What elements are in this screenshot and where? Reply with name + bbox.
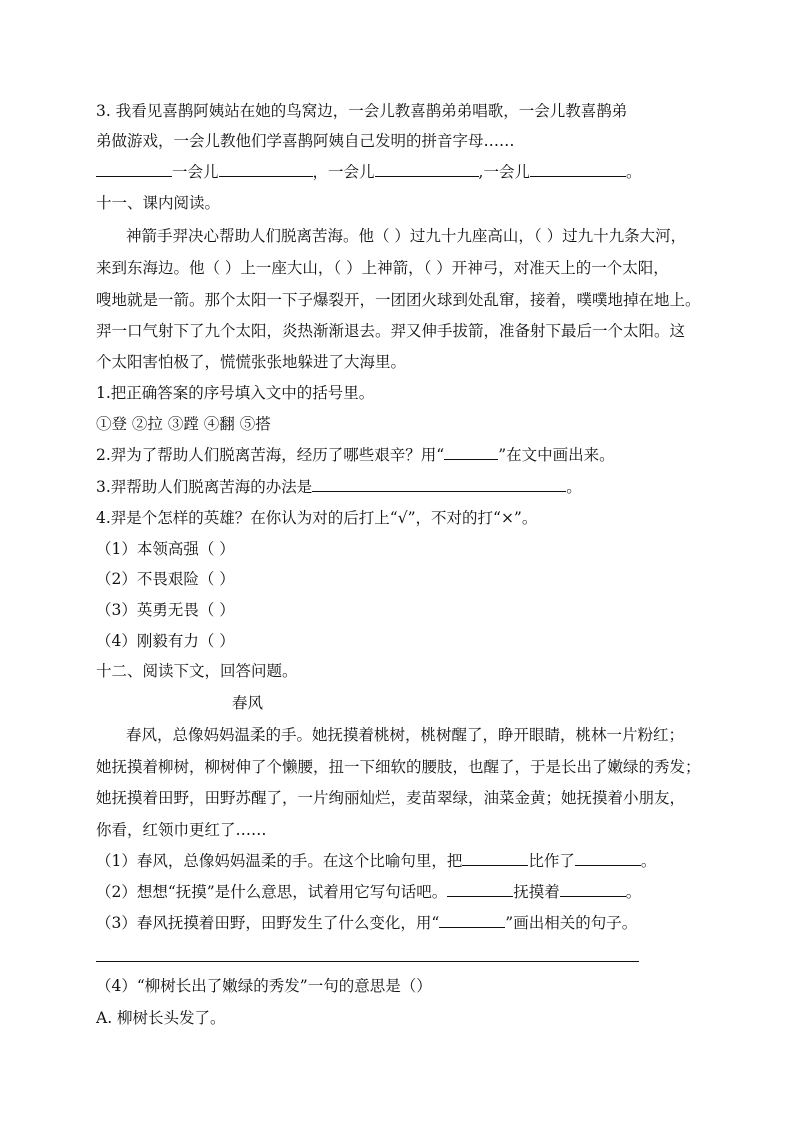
section11-passage-line-4: 羿一口气射下了九个太阳，炎热渐渐退去。羿又伸手拔箭，准备射下最后一个太阳。这 [96, 322, 686, 340]
section11-options: ①登 ②拉 ③蹚 ④翻 ⑤搭 [96, 415, 271, 433]
q3-fill-b: ，一会儿 [312, 163, 375, 181]
section12-q2-blank-1[interactable] [447, 882, 513, 897]
q3-fill-a: 一会儿 [172, 163, 219, 181]
section11-q2-blank[interactable] [444, 445, 498, 460]
section12-q3-post: ”画出相关的句子。 [505, 914, 638, 932]
q3-fill-c: ,一会儿 [478, 163, 530, 181]
section11-q3-pre: 3.羿帮助人们脱离苦海的办法是 [96, 478, 313, 496]
section11-q3-blank[interactable] [312, 477, 566, 492]
section12-heading: 十二、阅读下文，回答问题。 [96, 662, 298, 680]
q3-blank-3[interactable] [375, 162, 479, 177]
section12-option-a: A. 柳树长头发了。 [96, 1009, 226, 1027]
q3-blank-1[interactable] [96, 162, 172, 177]
section12-q1 [96, 851, 656, 871]
section12-q3-pre: （3）春风抚摸着田野，田野发生了什么变化，用“ [96, 914, 440, 932]
section12-q3 [96, 913, 637, 933]
section11-q2-post: ”在文中画出来。 [498, 446, 615, 464]
q3-blank-2[interactable] [219, 162, 313, 177]
section12-passage-line-3: 她抚摸着田野，田野苏醒了，一片绚丽灿烂，麦苗翠绿，油菜金黄；她抚摸着小朋友， [96, 789, 686, 807]
section11-q2 [96, 445, 615, 465]
section11-passage-line-5: 个太阳害怕极了，慌慌张张地躲进了大海里。 [96, 353, 407, 371]
section12-q1-pre: （1）春风，总像妈妈温柔的手。在这个比喻句里，把 [96, 852, 463, 870]
section12-q1-blank-2[interactable] [575, 851, 641, 866]
section12-q1-mid: 比作了 [528, 852, 575, 870]
section12-q2-mid: 抚摸着 [513, 883, 560, 901]
section12-q3-answer-line[interactable] [96, 961, 639, 962]
section12-q2-post: 。 [625, 883, 642, 901]
section11-q4-item-3: （3）英勇无畏（ ） [96, 601, 235, 619]
q3-line-1: 3. 我看见喜鹊阿姨站在她的鸟窝边，一会儿教喜鹊弟弟唱歌，一会儿教喜鹊弟 [96, 102, 628, 120]
section11-q4-item-1: （1）本领高强（ ） [96, 540, 235, 558]
q3-line-2: 弟做游戏，一会儿教他们学喜鹊阿姨自己发明的拼音字母…… [96, 132, 515, 150]
section12-q2 [96, 882, 641, 902]
q3-blank-4[interactable] [530, 162, 626, 177]
section11-passage-line-3: 嗖地就是一箭。那个太阳一下子爆裂开，一团团火球到处乱窜，接着，噗噗地掉在地上。 [96, 291, 701, 309]
section11-q1: 1.把正确答案的序号填入文中的括号里。 [96, 384, 375, 402]
section11-q2-pre: 2.羿为了帮助人们脱离苦海，经历了哪些艰辛？用“ [96, 446, 445, 464]
section12-title: 春风 [232, 694, 264, 712]
section11-q4-item-2: （2）不畏艰险（ ） [96, 570, 235, 588]
section11-passage-line-1: 神箭手羿决心帮助人们脱离苦海。他（ ）过九十九座高山，（ ）过九十九条大河， [126, 227, 687, 245]
section12-passage-line-2: 她抚摸着柳树，柳树伸了个懒腰，扭一下细软的腰肢，也醒了，于是长出了嫩绿的秀发； [96, 758, 701, 776]
section11-heading: 十一、课内阅读。 [96, 194, 221, 212]
section11-q3-post: 。 [566, 478, 582, 496]
section11-q3 [96, 477, 582, 497]
section11-q4-item-4: （4）刚毅有力（ ） [96, 632, 235, 650]
section12-q1-post: 。 [640, 852, 657, 870]
section12-q2-pre: （2）想想“抚摸”是什么意思，试着用它写句话吧。 [96, 883, 448, 901]
section12-passage-line-1: 春风，总像妈妈温柔的手。她抚摸着桃树，桃树醒了，睁开眼睛，桃林一片粉红； [126, 726, 685, 744]
section12-q1-blank-1[interactable] [462, 851, 528, 866]
q3-fill-end: 。 [625, 163, 642, 181]
section12-q2-blank-2[interactable] [560, 882, 626, 897]
q3-fill-line [96, 162, 641, 182]
section12-passage-line-4: 你看，红领巾更红了…… [96, 821, 267, 839]
section11-passage-line-2: 来到东海边。他（ ）上一座大山，（ ）上神箭，（ ）开神弓，对准天上的一个太阳， [96, 259, 669, 277]
section11-q4: 4.羿是个怎样的英雄？在你认为对的后打上“√”，不对的打“×”。 [96, 509, 538, 527]
section12-q3-blank[interactable] [439, 913, 505, 928]
section12-q4: （4）“柳树长出了嫩绿的秀发”一句的意思是（） [96, 977, 432, 995]
